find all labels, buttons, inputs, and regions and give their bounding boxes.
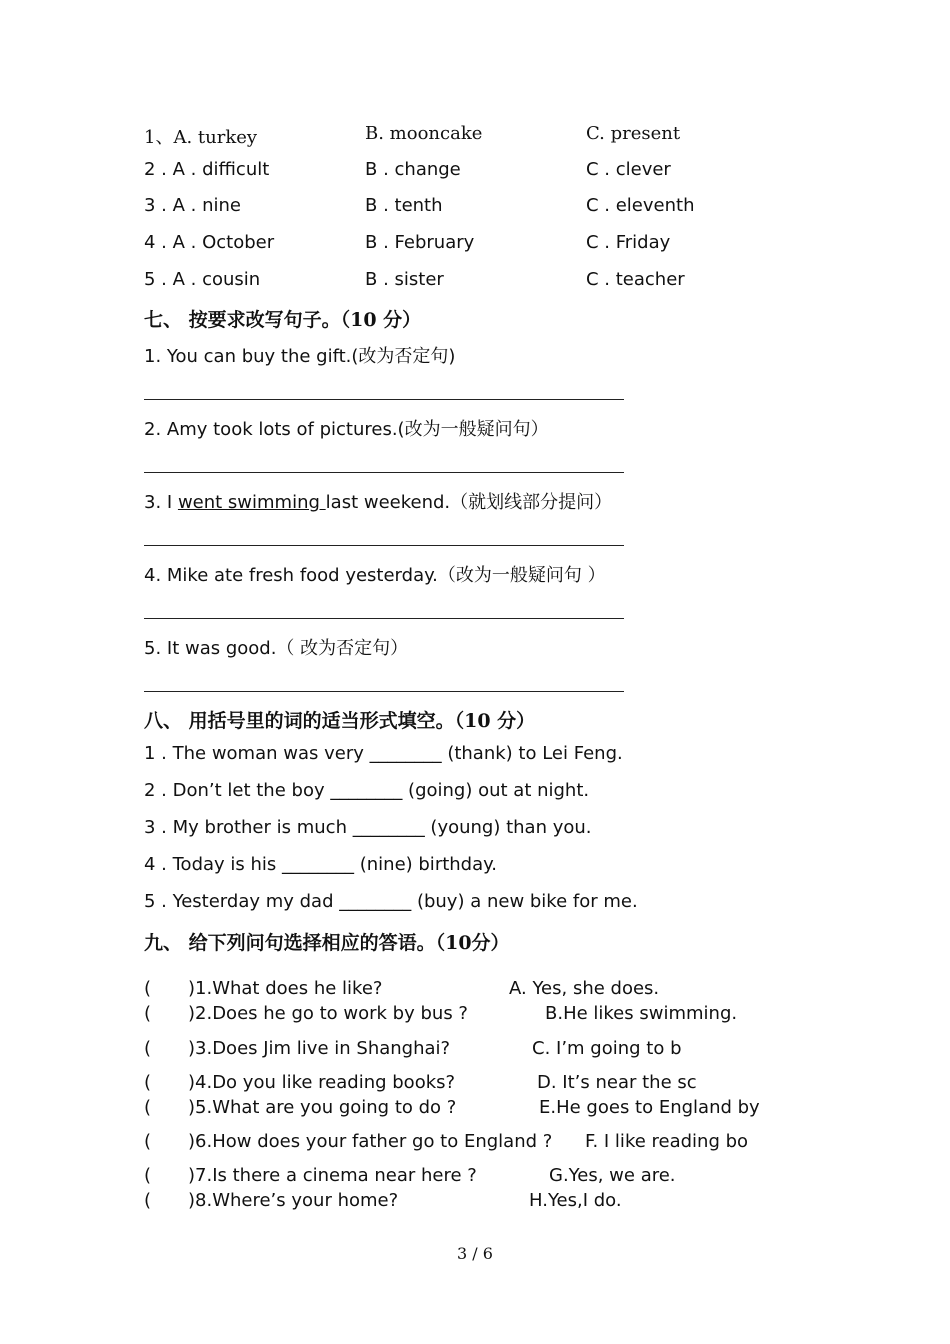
- section-9-heading: 九、 给下列问句选择相应的答语。（10分）: [144, 932, 510, 954]
- answer-line-2[interactable]: [144, 472, 624, 473]
- choice-row-5-a: 5 . A . cousin: [144, 269, 261, 290]
- match-paren-3[interactable]: (: [144, 1038, 152, 1059]
- fill-item-3: 3 . My brother is much ________ (young) than you.: [144, 817, 592, 838]
- choice-row-2-c: C . clever: [586, 159, 671, 180]
- choice-row-3-b: B . tenth: [365, 195, 443, 216]
- match-answer-8: H.Yes,I do.: [529, 1190, 622, 1211]
- choice-row-1-a: 1、A. turkey: [144, 127, 258, 148]
- match-answer-6: F. I like reading bo: [585, 1131, 749, 1152]
- match-question-5: )5.What are you going to do ?: [188, 1097, 457, 1118]
- match-question-3: )3.Does Jim live in Shanghai?: [188, 1038, 451, 1059]
- match-answer-7: G.Yes, we are.: [549, 1165, 676, 1186]
- page-number: 3 / 6: [457, 1244, 493, 1263]
- fill-item-1: 1 . The woman was very ________ (thank) to Lei Feng.: [144, 743, 623, 764]
- match-paren-6[interactable]: (: [144, 1131, 152, 1152]
- fill-item-2: 2 . Don’t let the boy ________ (going) out at night.: [144, 780, 590, 801]
- choice-row-1-b: B. mooncake: [365, 123, 483, 144]
- match-answer-4: D. It’s near the sc: [537, 1072, 697, 1093]
- match-question-2: )2.Does he go to work by bus ?: [188, 1003, 468, 1024]
- answer-line-5[interactable]: [144, 691, 624, 692]
- fill-item-5: 5 . Yesterday my dad ________ (buy) a new bike for me.: [144, 891, 638, 912]
- choice-row-4-a: 4 . A . October: [144, 232, 275, 253]
- choice-row-2-a: 2 . A . difficult: [144, 159, 270, 180]
- match-question-6: )6.How does your father go to England ?: [188, 1131, 553, 1152]
- choice-row-4-c: C . Friday: [586, 232, 671, 253]
- rewrite-item-3-prefix: 3. I: [144, 492, 178, 513]
- choice-row-5-c: C . teacher: [586, 269, 685, 290]
- match-question-1: )1.What does he like?: [188, 978, 383, 999]
- rewrite-item-2: 2. Amy took lots of pictures.(改为一般疑问句）: [144, 419, 549, 440]
- rewrite-item-3: [144, 488, 612, 514]
- choice-row-5-b: B . sister: [365, 269, 444, 290]
- match-paren-2[interactable]: (: [144, 1003, 152, 1024]
- rewrite-item-1: 1. You can buy the gift.(改为否定句): [144, 346, 456, 367]
- match-question-7: )7.Is there a cinema near here ?: [188, 1165, 477, 1186]
- answer-line-3[interactable]: [144, 545, 624, 546]
- rewrite-item-4: 4. Mike ate fresh food yesterday.（改为一般疑问句 ）: [144, 565, 606, 586]
- match-question-8: )8.Where’s your home?: [188, 1190, 399, 1211]
- rewrite-item-3-suffix: last weekend.（就划线部分提问）: [325, 492, 613, 513]
- rewrite-item-5: 5. It was good.（ 改为否定句）: [144, 638, 409, 659]
- match-paren-8[interactable]: (: [144, 1190, 152, 1211]
- fill-item-4: 4 . Today is his ________ (nine) birthday.: [144, 854, 497, 875]
- match-answer-3: C. I’m going to b: [532, 1038, 682, 1059]
- choice-row-3-a: 3 . A . nine: [144, 195, 241, 216]
- match-answer-2: B.He likes swimming.: [545, 1003, 738, 1024]
- section-7-heading: 七、 按要求改写句子。（10 分）: [144, 309, 422, 331]
- choice-row-2-b: B . change: [365, 159, 461, 180]
- choice-row-4-b: B . February: [365, 232, 475, 253]
- answer-line-1[interactable]: [144, 399, 624, 400]
- match-paren-4[interactable]: (: [144, 1072, 152, 1093]
- match-answer-1: A. Yes, she does.: [509, 978, 660, 999]
- choice-row-1-c: C. present: [586, 123, 681, 144]
- section-8-heading: 八、 用括号里的词的适当形式填空。（10 分）: [144, 710, 536, 732]
- match-question-4: )4.Do you like reading books?: [188, 1072, 456, 1093]
- choice-row-3-c: C . eleventh: [586, 195, 695, 216]
- match-paren-7[interactable]: (: [144, 1165, 152, 1186]
- match-answer-5: E.He goes to England by: [539, 1097, 760, 1118]
- match-paren-5[interactable]: (: [144, 1097, 152, 1118]
- rewrite-item-3-underlined: went swimming: [177, 492, 326, 513]
- answer-line-4[interactable]: [144, 618, 624, 619]
- match-paren-1[interactable]: (: [144, 978, 152, 999]
